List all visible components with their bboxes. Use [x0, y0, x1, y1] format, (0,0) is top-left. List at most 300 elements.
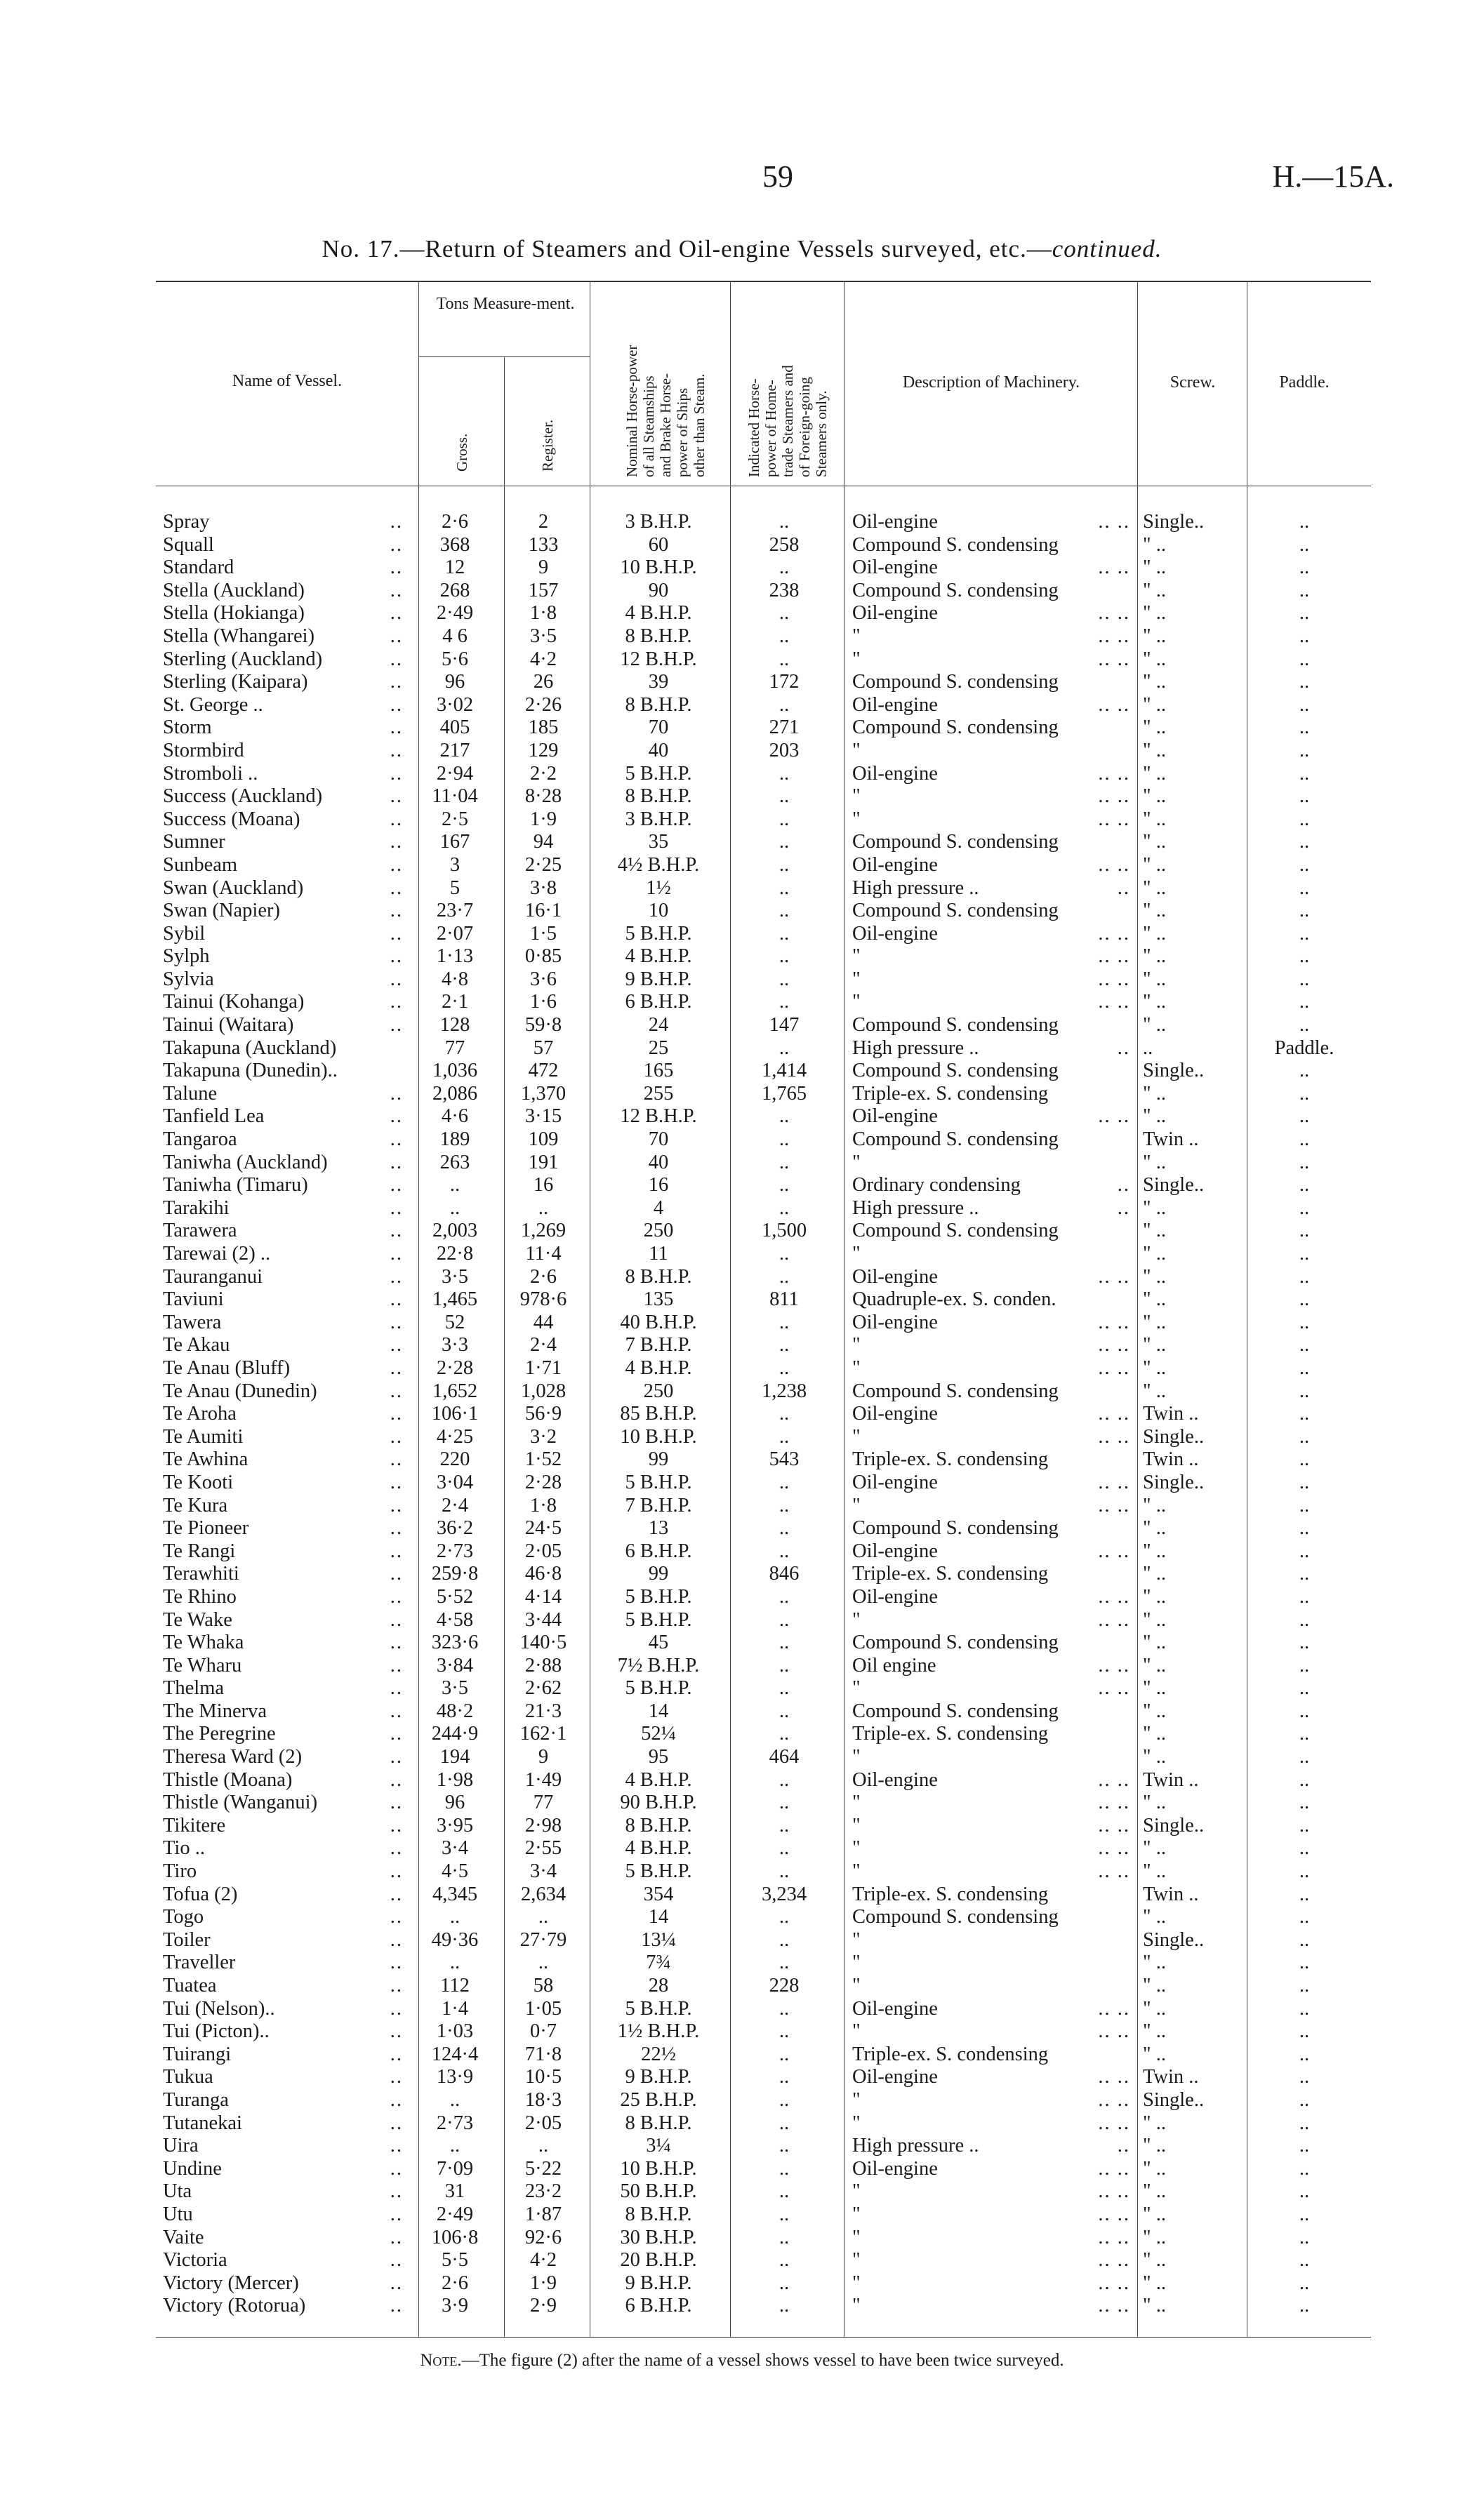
- register-tonnage: 1·8: [530, 1494, 557, 1516]
- paddle-type: ..: [1299, 2066, 1310, 2088]
- indicated-horse-power: ..: [779, 831, 790, 853]
- vessel-name: Theresa Ward (2): [163, 1746, 303, 1768]
- paddle-type: ..: [1299, 762, 1310, 785]
- leader-dots: ..: [390, 1517, 403, 1540]
- screw-type: " ..: [1143, 853, 1167, 876]
- indicated-horse-power: ..: [779, 1196, 790, 1219]
- vessel-name: Te Kooti: [163, 1471, 234, 1493]
- nominal-horse-power: 99: [648, 1563, 669, 1585]
- table-row: [0, 1152, 1484, 1175]
- header-nominal-line: Nominal Horse-power: [623, 345, 640, 477]
- paddle-type: ..: [1299, 1792, 1310, 1814]
- register-tonnage: 2·05: [524, 2112, 562, 2134]
- indicated-horse-power: ..: [779, 2295, 790, 2317]
- table-row: [0, 1563, 1484, 1586]
- gross-tonnage: 2·4: [442, 1494, 468, 1516]
- nominal-horse-power: 95: [648, 1746, 669, 1768]
- footnote-text: —The figure (2) after the name of a vessel shows vessel to have been twice surveyed.: [461, 2351, 1064, 2370]
- nominal-horse-power: 3¼: [646, 2135, 671, 2157]
- table-top-rule: [156, 281, 1371, 282]
- header-indicated-line: Indicated Horse-: [746, 378, 762, 477]
- vessel-name: Te Aumiti: [163, 1425, 244, 1448]
- header-nominal-line: of all Steamships: [640, 375, 657, 477]
- screw-type: " ..: [1143, 785, 1167, 808]
- vessel-name: Success (Auckland): [163, 785, 323, 808]
- gross-tonnage: 3·95: [436, 1814, 474, 1836]
- gross-tonnage: 4·6: [442, 1105, 468, 1128]
- leader-dots: ..: [1117, 1196, 1130, 1219]
- vessel-name: Sterling (Auckland): [163, 648, 323, 670]
- machinery-description: Oil-engine: [852, 2157, 938, 2180]
- table-row: [0, 877, 1484, 900]
- table-row: [0, 945, 1484, 968]
- machinery-description: ": [852, 1608, 861, 1631]
- gross-tonnage: ..: [449, 1952, 461, 1974]
- register-tonnage: ..: [538, 1952, 549, 1974]
- leader-dots: .. ..: [1098, 945, 1130, 968]
- nominal-horse-power: 12 B.H.P.: [620, 648, 697, 670]
- vessel-name: Thelma: [163, 1677, 225, 1700]
- gross-tonnage: 2,003: [432, 1220, 478, 1242]
- nominal-horse-power: 8 B.H.P.: [625, 1814, 692, 1836]
- leader-dots: ..: [390, 1792, 403, 1814]
- paddle-type: ..: [1299, 2180, 1310, 2203]
- register-tonnage: 16: [533, 1174, 554, 1196]
- register-tonnage: 18·3: [524, 2088, 562, 2111]
- screw-type: " ..: [1143, 1220, 1167, 1242]
- nominal-horse-power: 25: [648, 1036, 669, 1059]
- leader-dots: .. ..: [1098, 1860, 1130, 1883]
- nominal-horse-power: 10 B.H.P.: [620, 556, 697, 579]
- table-row: [0, 1815, 1484, 1838]
- leader-dots: ..: [1117, 1174, 1130, 1196]
- nominal-horse-power: 5 B.H.P.: [625, 1860, 692, 1883]
- table-row: [0, 648, 1484, 672]
- gross-tonnage: 31: [444, 2180, 465, 2203]
- vessel-name: Sybil: [163, 922, 206, 945]
- vessel-name: Victory (Rotorua): [163, 2295, 306, 2317]
- register-tonnage: 0·85: [524, 945, 562, 968]
- register-tonnage: 58: [533, 1975, 554, 1996]
- indicated-horse-power: ..: [779, 1334, 790, 1356]
- machinery-description: Oil-engine: [852, 2066, 938, 2088]
- machinery-description: ": [852, 1151, 861, 1173]
- gross-tonnage: 48·2: [436, 1700, 474, 1722]
- vessel-name: Tainui (Waitara): [163, 1014, 294, 1036]
- nominal-horse-power: 5 B.H.P.: [625, 1677, 692, 1700]
- screw-type: " ..: [1143, 602, 1167, 625]
- indicated-horse-power: 1,414: [761, 1060, 807, 1082]
- machinery-description: ": [852, 739, 861, 761]
- indicated-horse-power: ..: [779, 648, 790, 670]
- paddle-type: ..: [1299, 2043, 1310, 2065]
- vessel-name: Utu: [163, 2203, 193, 2225]
- screw-type: " ..: [1143, 1608, 1167, 1631]
- paddle-type: ..: [1299, 1494, 1310, 1516]
- paddle-type: ..: [1299, 602, 1310, 625]
- screw-type: " ..: [1143, 1677, 1167, 1700]
- screw-type: " ..: [1143, 1334, 1167, 1356]
- nominal-horse-power: 40: [648, 739, 669, 761]
- table-row: [0, 2020, 1484, 2044]
- table-row: [0, 556, 1484, 580]
- screw-type: " ..: [1143, 2295, 1167, 2317]
- gross-tonnage: 1·98: [436, 1768, 474, 1791]
- register-tonnage: 978·6: [519, 1288, 567, 1311]
- leader-dots: ..: [390, 1563, 403, 1585]
- gross-tonnage: 2·73: [436, 1540, 474, 1562]
- gross-tonnage: ..: [449, 2135, 461, 2157]
- table-title-main: No. 17.—Return of Steamers and Oil-engine Vessels surveyed, etc.—: [322, 235, 1052, 262]
- gross-tonnage: 2·6: [442, 2272, 468, 2294]
- gross-tonnage: 4,345: [432, 1883, 478, 1905]
- register-tonnage: 4·14: [524, 1585, 562, 1608]
- paddle-type: ..: [1299, 876, 1310, 899]
- register-tonnage: 24·5: [524, 1517, 562, 1540]
- leader-dots: ..: [390, 2226, 403, 2248]
- register-tonnage: 10·5: [524, 2066, 562, 2088]
- paddle-type: ..: [1299, 1356, 1310, 1379]
- leader-dots: ..: [390, 1082, 403, 1105]
- screw-type: " ..: [1143, 1906, 1167, 1928]
- gross-tonnage: 405: [439, 716, 470, 739]
- leader-dots: ..: [390, 1975, 403, 1996]
- register-tonnage: 472: [528, 1060, 559, 1082]
- register-tonnage: 1,370: [520, 1082, 567, 1105]
- vessel-name: Taviuni: [163, 1288, 224, 1311]
- register-tonnage: 92·6: [524, 2226, 562, 2248]
- paddle-type: ..: [1299, 1540, 1310, 1562]
- indicated-horse-power: ..: [779, 2249, 790, 2272]
- leader-dots: ..: [390, 693, 403, 716]
- table-row: [0, 763, 1484, 786]
- machinery-description: ": [852, 1494, 861, 1516]
- table-row: [0, 1403, 1484, 1426]
- register-tonnage: 94: [533, 831, 554, 853]
- register-tonnage: 1·9: [530, 808, 557, 830]
- machinery-description: ": [852, 1860, 861, 1883]
- indicated-horse-power: ..: [779, 1700, 790, 1722]
- paddle-type: ..: [1299, 693, 1310, 716]
- leader-dots: .. ..: [1098, 808, 1130, 830]
- gross-tonnage: 323·6: [431, 1632, 479, 1654]
- screw-type: ..: [1143, 1036, 1153, 1059]
- leader-dots: ..: [390, 1471, 403, 1493]
- nominal-horse-power: 8 B.H.P.: [625, 2112, 692, 2134]
- table-row: [0, 1334, 1484, 1357]
- machinery-description: Compound S. condensing: [852, 716, 1059, 739]
- machinery-description: High pressure ..: [852, 1196, 979, 1219]
- register-tonnage: 1·05: [524, 1997, 562, 2020]
- nominal-horse-power: 35: [648, 831, 669, 853]
- machinery-description: Compound S. condensing: [852, 1014, 1059, 1036]
- leader-dots: .. ..: [1098, 1654, 1130, 1676]
- gross-tonnage: 2·49: [436, 602, 474, 625]
- machinery-description: Oil-engine: [852, 1265, 938, 1288]
- indicated-horse-power: ..: [779, 1494, 790, 1516]
- gross-tonnage: 13·9: [436, 2066, 474, 2088]
- screw-type: " ..: [1143, 1105, 1167, 1128]
- table-row: [0, 2044, 1484, 2067]
- table-row: [0, 1288, 1484, 1312]
- screw-type: " ..: [1143, 1860, 1167, 1883]
- header-indicated-line: of Foreign-going: [796, 377, 813, 477]
- header-nominal-line: power of Ships: [674, 387, 691, 477]
- screw-type: " ..: [1143, 1632, 1167, 1654]
- gross-tonnage: 106·8: [431, 2226, 479, 2248]
- indicated-horse-power: 464: [769, 1746, 800, 1768]
- register-tonnage: 3·4: [530, 1860, 557, 1883]
- leader-dots: ..: [390, 1356, 403, 1379]
- vessel-name: Te Rangi: [163, 1540, 236, 1562]
- vessel-name: Vaite: [163, 2226, 204, 2248]
- leader-dots: .. ..: [1098, 625, 1130, 647]
- screw-type: " ..: [1143, 2157, 1167, 2180]
- gross-tonnage: ..: [449, 1906, 461, 1928]
- paddle-type: ..: [1299, 922, 1310, 945]
- register-tonnage: 2·4: [530, 1334, 557, 1356]
- nominal-horse-power: 22½: [641, 2043, 676, 2065]
- register-tonnage: 2·05: [524, 1540, 562, 1562]
- leader-dots: ..: [390, 1425, 403, 1448]
- indicated-horse-power: ..: [779, 1632, 790, 1654]
- leader-dots: ..: [390, 991, 403, 1013]
- machinery-description: Compound S. condensing: [852, 831, 1059, 853]
- machinery-description: Triple-ex. S. condensing: [852, 1448, 1049, 1471]
- indicated-horse-power: ..: [779, 2180, 790, 2203]
- leader-dots: ..: [390, 2203, 403, 2225]
- nominal-horse-power: 165: [643, 1060, 674, 1082]
- table-row: [0, 2272, 1484, 2295]
- screw-type: " ..: [1143, 1997, 1167, 2020]
- table-row: [0, 1448, 1484, 1472]
- leader-dots: .. ..: [1098, 2295, 1130, 2317]
- paddle-type: ..: [1299, 2157, 1310, 2180]
- machinery-description: ": [852, 1814, 861, 1836]
- nominal-horse-power: 4 B.H.P.: [625, 1768, 692, 1791]
- footnote: [0, 2351, 1484, 2371]
- paddle-type: ..: [1299, 1380, 1310, 1402]
- nominal-horse-power: 5 B.H.P.: [625, 1585, 692, 1608]
- register-tonnage: 2·55: [524, 1837, 562, 1860]
- gross-tonnage: 2·49: [436, 2203, 474, 2225]
- indicated-horse-power: 172: [769, 671, 800, 693]
- table-row: [0, 900, 1484, 923]
- nominal-horse-power: 24: [648, 1014, 669, 1036]
- vessel-name: Te Anau (Bluff): [163, 1356, 291, 1379]
- paddle-type: ..: [1299, 1677, 1310, 1700]
- screw-type: " ..: [1143, 1746, 1167, 1768]
- register-tonnage: 2·6: [530, 1265, 557, 1288]
- vessel-name: Uira: [163, 2135, 199, 2157]
- screw-type: Twin ..: [1143, 1128, 1199, 1151]
- leader-dots: ..: [1117, 1036, 1130, 1059]
- paddle-type: ..: [1299, 1563, 1310, 1585]
- page-number: 59: [762, 159, 793, 194]
- register-tonnage: 26: [533, 671, 554, 693]
- table-title: [0, 235, 1484, 263]
- leader-dots: ..: [390, 853, 403, 876]
- vessel-name: Sylph: [163, 945, 210, 968]
- screw-type: " ..: [1143, 716, 1167, 739]
- indicated-horse-power: 3,234: [761, 1883, 807, 1905]
- gross-tonnage: 1·03: [436, 2020, 474, 2043]
- paddle-type: ..: [1299, 2295, 1310, 2317]
- vessel-name: Sterling (Kaipara): [163, 671, 308, 693]
- screw-type: Single..: [1143, 1814, 1205, 1836]
- machinery-description: High pressure ..: [852, 1036, 979, 1059]
- leader-dots: ..: [390, 1311, 403, 1333]
- leader-dots: ..: [390, 2135, 403, 2157]
- nominal-horse-power: 5 B.H.P.: [625, 1997, 692, 2020]
- table-row: [0, 1266, 1484, 1289]
- paddle-type: ..: [1299, 1654, 1310, 1676]
- machinery-description: ": [852, 1243, 861, 1265]
- nominal-horse-power: 12 B.H.P.: [620, 1105, 697, 1128]
- leader-dots: .. ..: [1098, 1997, 1130, 2020]
- gross-tonnage: 1·4: [442, 1997, 468, 2020]
- tons-header-rule: [419, 356, 590, 357]
- register-tonnage: 157: [528, 579, 559, 601]
- machinery-description: Compound S. condensing: [852, 579, 1059, 601]
- leader-dots: ..: [390, 511, 403, 533]
- vessel-name: Terawhiti: [163, 1563, 239, 1585]
- screw-type: " ..: [1143, 1311, 1167, 1333]
- screw-type: Twin ..: [1143, 1448, 1199, 1471]
- nominal-horse-power: 14: [648, 1906, 669, 1928]
- footnote-label: Note.: [420, 2351, 462, 2370]
- leader-dots: .. ..: [1098, 556, 1130, 579]
- machinery-description: ": [852, 945, 861, 968]
- vessel-name: Tarewai (2) ..: [163, 1243, 271, 1265]
- indicated-horse-power: ..: [779, 1928, 790, 1951]
- vessel-name: Te Aroha: [163, 1403, 237, 1425]
- leader-dots: ..: [390, 2272, 403, 2294]
- table-row: [0, 694, 1484, 717]
- machinery-description: Oil-engine: [852, 853, 938, 876]
- vessel-name: The Minerva: [163, 1700, 267, 1722]
- leader-dots: ..: [390, 762, 403, 785]
- paddle-type: ..: [1299, 1425, 1310, 1448]
- indicated-horse-power: ..: [779, 602, 790, 625]
- paddle-type: ..: [1299, 1128, 1310, 1151]
- machinery-description: Triple-ex. S. condensing: [852, 1883, 1049, 1905]
- vessel-name: Taniwha (Auckland): [163, 1151, 328, 1173]
- header-name-of-vessel: Name of Vessel.: [232, 372, 343, 390]
- indicated-horse-power: ..: [779, 1151, 790, 1173]
- table-row: [0, 1998, 1484, 2021]
- leader-dots: .. ..: [1098, 2157, 1130, 2180]
- indicated-horse-power: ..: [779, 1837, 790, 1860]
- leader-dots: .. ..: [1098, 2088, 1130, 2111]
- nominal-horse-power: 10: [648, 900, 669, 922]
- table-row: [0, 1426, 1484, 1449]
- leader-dots: ..: [1117, 876, 1130, 899]
- indicated-horse-power: 147: [769, 1014, 800, 1036]
- indicated-horse-power: 1,765: [761, 1082, 807, 1105]
- gross-tonnage: 2·94: [436, 762, 474, 785]
- leader-dots: ..: [390, 1243, 403, 1265]
- leader-dots: ..: [390, 1380, 403, 1402]
- nominal-horse-power: 7½ B.H.P.: [617, 1654, 700, 1676]
- gross-tonnage: 1·13: [436, 945, 474, 968]
- header-indicated-line: Steamers only.: [813, 390, 830, 477]
- table-row: [0, 2180, 1484, 2204]
- indicated-horse-power: 258: [769, 533, 800, 556]
- leader-dots: ..: [390, 876, 403, 899]
- leader-dots: .. ..: [1098, 693, 1130, 716]
- indicated-horse-power: ..: [779, 1654, 790, 1676]
- nominal-horse-power: 60: [648, 533, 669, 556]
- machinery-description: ": [852, 2112, 861, 2134]
- vessel-name: Taniwha (Timaru): [163, 1174, 308, 1196]
- leader-dots: ..: [390, 922, 403, 945]
- screw-type: Single..: [1143, 1471, 1205, 1493]
- gross-tonnage: 96: [444, 1792, 465, 1814]
- register-tonnage: 59·8: [524, 1014, 562, 1036]
- indicated-horse-power: ..: [779, 2020, 790, 2043]
- gross-tonnage: 167: [439, 831, 470, 853]
- paddle-type: ..: [1299, 1243, 1310, 1265]
- vessel-name: Stromboli ..: [163, 762, 258, 785]
- gross-tonnage: 3·3: [442, 1334, 468, 1356]
- register-tonnage: ..: [538, 1906, 549, 1928]
- indicated-horse-power: ..: [779, 945, 790, 968]
- leader-dots: ..: [390, 1928, 403, 1951]
- table-row: [0, 580, 1484, 603]
- table-row: [0, 1495, 1484, 1518]
- register-tonnage: 1·49: [524, 1768, 562, 1791]
- leader-dots: .. ..: [1098, 2249, 1130, 2272]
- indicated-horse-power: ..: [779, 1677, 790, 1700]
- paddle-type: ..: [1299, 1288, 1310, 1311]
- gross-tonnage: 22·8: [436, 1243, 474, 1265]
- nominal-horse-power: 255: [643, 1082, 674, 1105]
- gross-tonnage: 2·07: [436, 922, 474, 945]
- vessel-name: Tanfield Lea: [163, 1105, 265, 1128]
- machinery-description: Compound S. condensing: [852, 671, 1059, 693]
- table-row: [0, 2112, 1484, 2135]
- table-row: [0, 1837, 1484, 1860]
- register-tonnage: 77: [533, 1792, 554, 1814]
- nominal-horse-power: 20 B.H.P.: [620, 2249, 697, 2272]
- nominal-horse-power: 14: [648, 1700, 669, 1722]
- nominal-horse-power: 52¼: [641, 1723, 676, 1745]
- indicated-horse-power: ..: [779, 2043, 790, 2065]
- table-row: [0, 1906, 1484, 1929]
- indicated-horse-power: ..: [779, 1128, 790, 1151]
- gross-tonnage: ..: [449, 1196, 461, 1219]
- screw-type: " ..: [1143, 2180, 1167, 2203]
- table-row: [0, 1472, 1484, 1495]
- machinery-description: Ordinary condensing: [852, 1174, 1021, 1196]
- nominal-horse-power: 8 B.H.P.: [625, 693, 692, 716]
- machinery-description: Compound S. condensing: [852, 1380, 1059, 1402]
- screw-type: Single..: [1143, 1060, 1205, 1082]
- leader-dots: .. ..: [1098, 1677, 1130, 1700]
- gross-tonnage: 128: [439, 1014, 470, 1036]
- table-row: [0, 1083, 1484, 1106]
- vessel-name: The Peregrine: [163, 1723, 276, 1745]
- nominal-horse-power: 50 B.H.P.: [620, 2180, 697, 2203]
- screw-type: " ..: [1143, 1952, 1167, 1974]
- screw-type: " ..: [1143, 533, 1167, 556]
- machinery-description: ": [852, 2295, 861, 2317]
- vessel-name: Takapuna (Auckland): [163, 1036, 337, 1059]
- table-bottom-rule: [156, 2337, 1371, 2338]
- table-row: [0, 1952, 1484, 1975]
- screw-type: " ..: [1143, 1494, 1167, 1516]
